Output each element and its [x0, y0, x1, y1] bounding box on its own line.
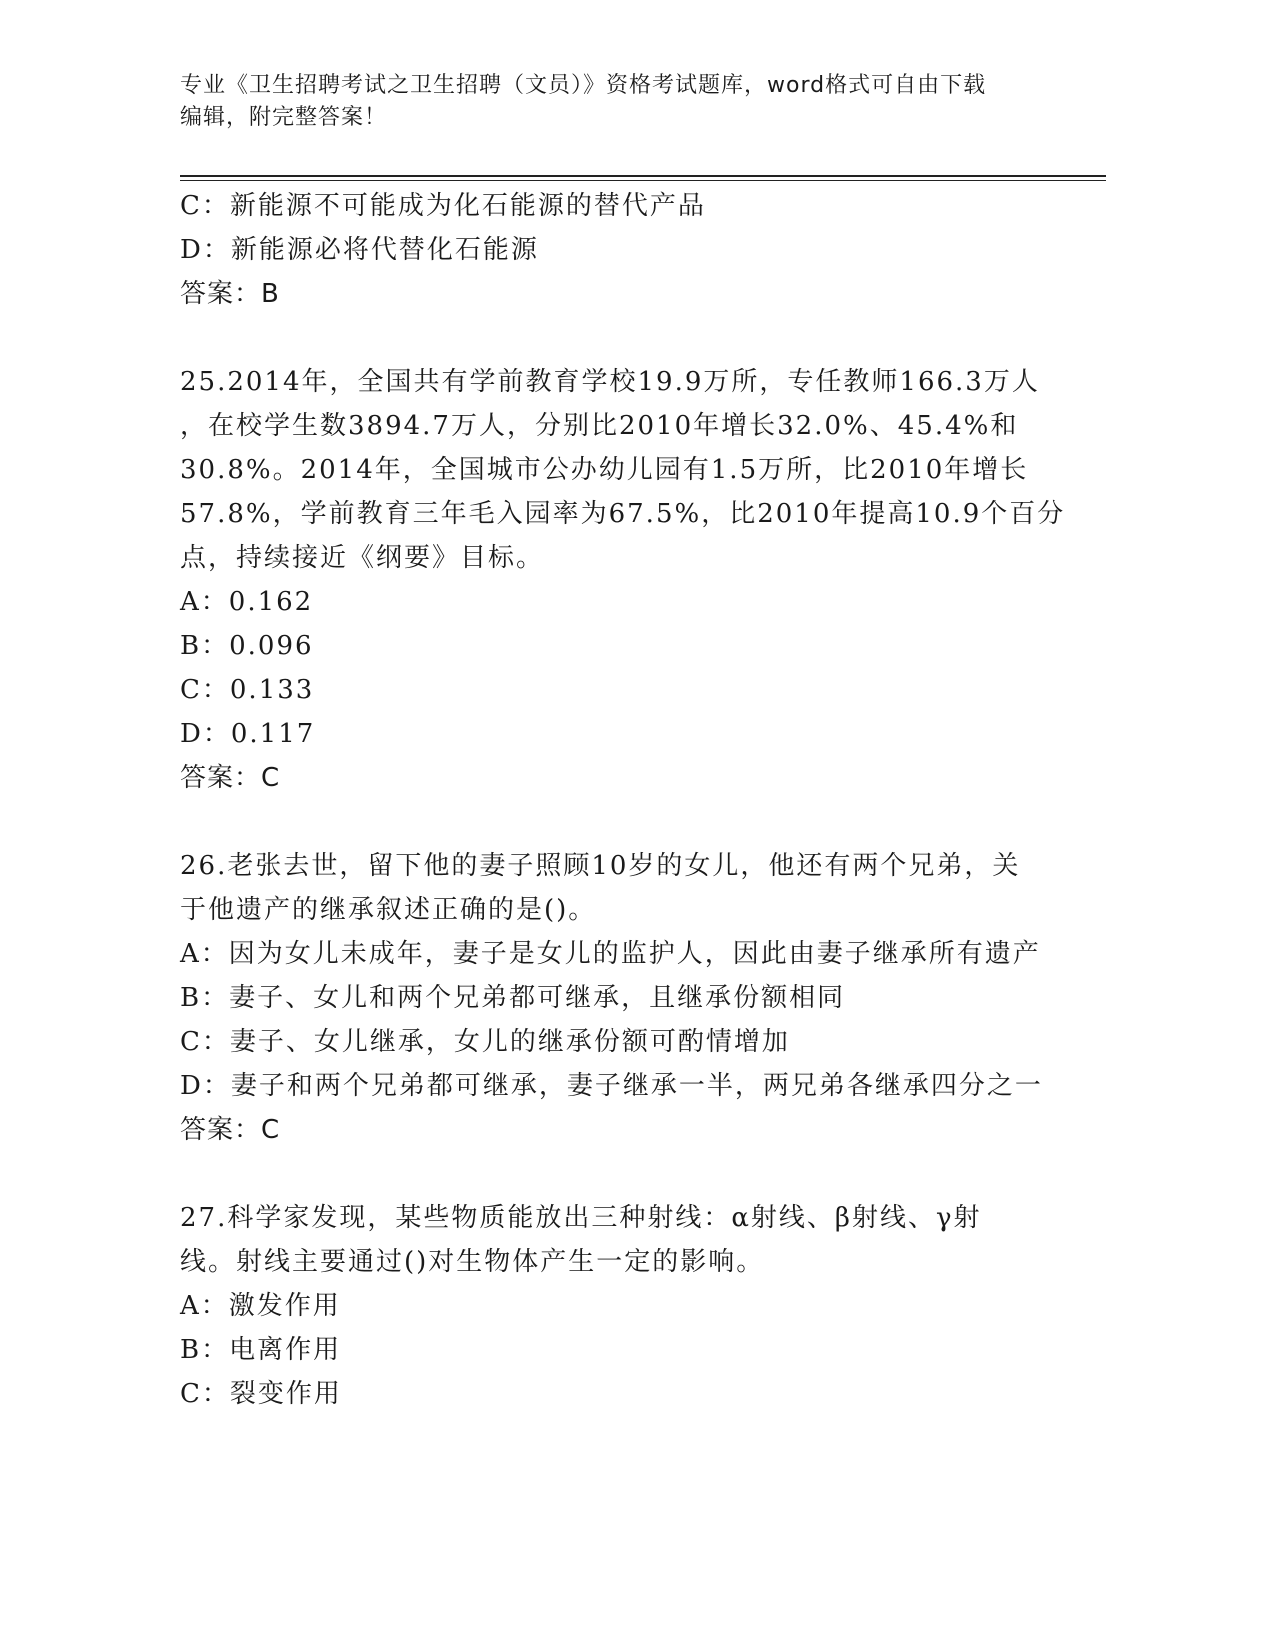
question-content [180, 184, 1066, 1416]
spacer [180, 1152, 1050, 1196]
question-text-line: 线。射线主要通过()对生物体产生一定的影响。 [180, 1247, 765, 1277]
option-c: C：裂变作用 [180, 1379, 342, 1409]
option-b: B：0.096 [180, 631, 314, 661]
option-d: D：新能源必将代替化石能源 [180, 235, 539, 265]
option-d: D：0.117 [180, 719, 316, 749]
header-rule-thin [180, 180, 1106, 181]
answer-line: 答案：C [180, 1115, 281, 1145]
header-rule-thick [180, 175, 1106, 177]
question-text-line: 点，持续接近《纲要》目标。 [180, 543, 545, 573]
option-a: A：激发作用 [180, 1291, 341, 1321]
header-title-line-1: 专业《卫生招聘考试之卫生招聘（文员）》资格考试题库，word格式可自由下载 [180, 73, 987, 98]
option-c: C：妻子、女儿继承，女儿的继承份额可酌情增加 [180, 1027, 790, 1057]
question-text-line: ，在校学生数3894.7万人，分别比2010年增长32.0%、45.4%和 [180, 411, 1019, 441]
question-text-line: 于他遗产的继承叙述正确的是()。 [180, 895, 597, 925]
question-text-line: 25.2014年，全国共有学前教育学校19.9万所，专任教师166.3万人 [180, 367, 1040, 397]
question-26 [180, 844, 1050, 1152]
option-b: B：电离作用 [180, 1335, 342, 1365]
page-header [180, 70, 1050, 134]
header-title-line-2: 编辑，附完整答案！ [180, 105, 388, 130]
spacer [180, 316, 1050, 360]
question-text-line: 57.8%，学前教育三年毛入园率为67.5%，比2010年提高10.9个百分 [180, 499, 1066, 529]
option-c: C：新能源不可能成为化石能源的替代产品 [180, 191, 706, 221]
spacer [180, 800, 1050, 844]
option-a: A：因为女儿未成年，妻子是女儿的监护人，因此由妻子继承所有遗产 [180, 939, 1041, 969]
option-b: B：妻子、女儿和两个兄弟都可继承，且继承份额相同 [180, 983, 846, 1013]
question-text-line: 27.科学家发现，某些物质能放出三种射线：α射线、β射线、γ射 [180, 1203, 982, 1233]
answer-line: 答案：B [180, 279, 280, 309]
prev-question-block [180, 184, 1050, 316]
question-text-line: 26.老张去世，留下他的妻子照顾10岁的女儿，他还有两个兄弟，关 [180, 851, 1021, 881]
option-c: C：0.133 [180, 675, 315, 705]
question-text-line: 30.8%。2014年，全国城市公办幼儿园有1.5万所，比2010年增长 [180, 455, 1029, 485]
option-d: D：妻子和两个兄弟都可继承，妻子继承一半，两兄弟各继承四分之一 [180, 1071, 1043, 1101]
question-27 [180, 1196, 1050, 1416]
option-a: A：0.162 [180, 587, 314, 617]
question-25 [180, 360, 1066, 800]
answer-line: 答案：C [180, 763, 281, 793]
